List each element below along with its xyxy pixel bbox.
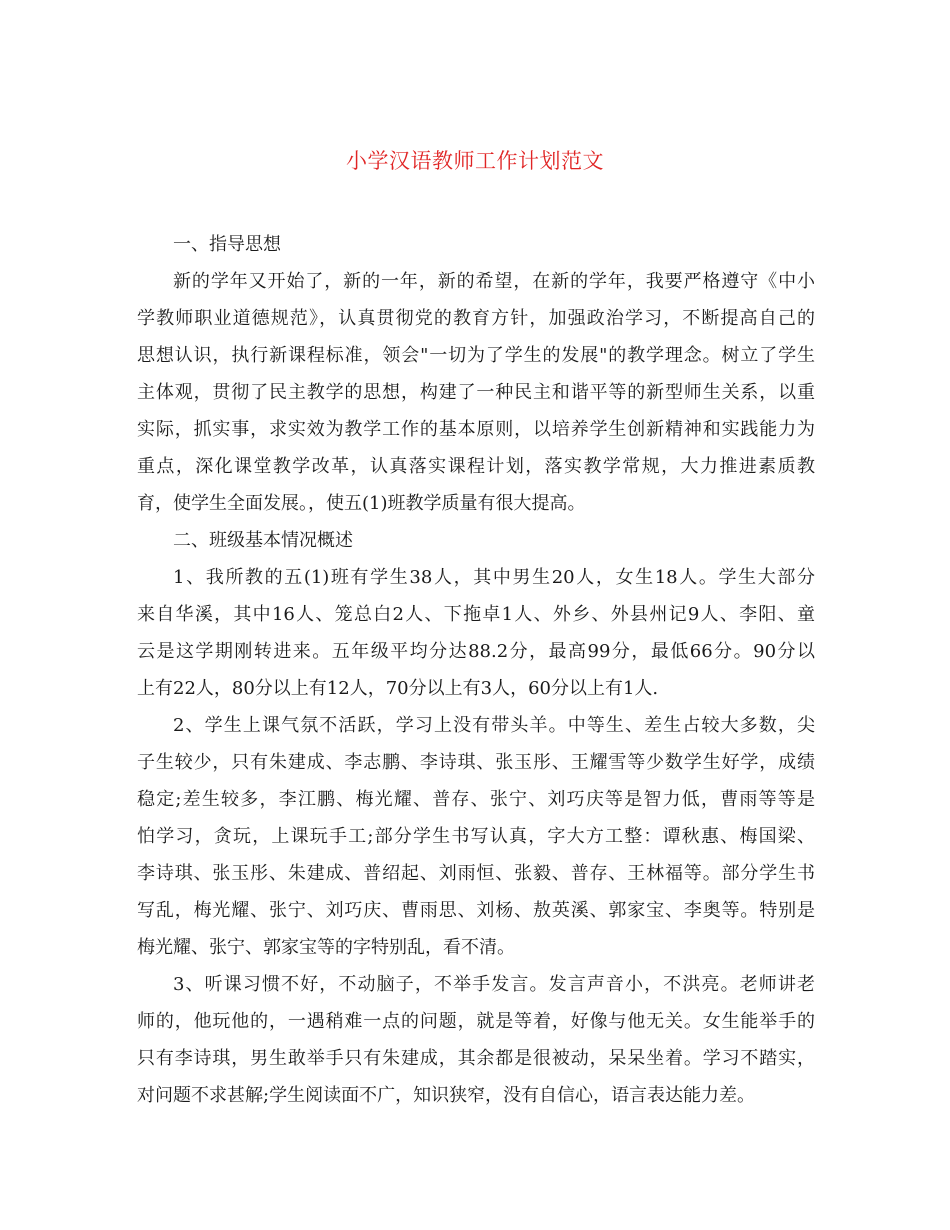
paragraph-line: 3、听课习惯不好，不动脑子，不举手发言。发言声音小，不洪亮。老师讲老	[173, 974, 815, 995]
paragraph-line: 稳定;差生较多，李江鹏、梅光耀、普存、张宁、刘巧庆等是智力低，曹雨等等是	[137, 789, 815, 810]
paragraph-line: 写乱，梅光耀、张宁、刘巧庆、曹雨思、刘杨、敖英溪、郭家宝、李奥等。特别是	[137, 900, 815, 921]
paragraph-line: 学教师职业道德规范》，认真贯彻党的教育方针，加强政治学习，不断提高自己的	[137, 308, 815, 329]
paragraph-line: 云是这学期刚转进来。五年级平均分达88.2分，最高99分，最低66分。90分以	[137, 641, 815, 662]
paragraph-line: 思想认识，执行新课程标准，领会"一切为了学生的发展"的教学理念。树立了学生	[137, 345, 815, 366]
document-body	[137, 226, 815, 1114]
paragraph-line: 梅光耀、张宁、郭家宝等的字特别乱，看不清。	[137, 937, 515, 958]
paragraph-line: 育，使学生全面发展。，使五(1)班教学质量有很大提高。	[137, 493, 586, 514]
paragraph-line: 李诗琪、张玉彤、朱建成、普绍起、刘雨恒、张毅、普存、王林福等。部分学生书	[137, 863, 815, 884]
paragraph-line: 只有李诗琪，男生敢举手只有朱建成，其余都是很被动，呆呆坐着。学习不踏实，	[137, 1048, 815, 1069]
paragraph-line: 对问题不求甚解;学生阅读面不广，知识狭窄，没有自信心，语言表达能力差。	[137, 1085, 756, 1106]
paragraph-line: 实际，抓实事，求实效为教学工作的基本原则，以培养学生创新精神和实践能力为	[137, 419, 815, 440]
section-heading: 二、班级基本情况概述	[173, 530, 353, 551]
paragraph	[137, 966, 815, 1114]
paragraph-line: 怕学习，贪玩，上课玩手工;部分学生书写认真，字大方工整：谭秋惠、梅国梁、	[137, 826, 815, 847]
paragraph-line: 重点，深化课堂教学改革，认真落实课程计划，落实教学常规，大力推进素质教	[137, 456, 815, 477]
paragraph-line: 1、我所教的五(1)班有学生38人，其中男生20人，女生18人。学生大部分	[173, 567, 815, 588]
section-heading: 一、指导思想	[173, 234, 281, 255]
paragraph-line: 子生较少，只有朱建成、李志鹏、李诗琪、张玉彤、王耀雪等少数学生好学，成绩	[137, 752, 815, 773]
document-title: 小学汉语教师工作计划范文	[346, 149, 604, 173]
paragraph-line: 师的，他玩他的，一遇稍难一点的问题，就是等着，好像与他无关。女生能举手的	[137, 1011, 815, 1032]
paragraph-line: 新的学年又开始了，新的一年，新的希望，在新的学年，我要严格遵守《中小	[173, 271, 815, 292]
paragraph	[137, 559, 815, 707]
paragraph	[137, 707, 815, 966]
paragraph-line: 来自华溪，其中16人、笼总白2人、下拖卓1人、外乡、外县州记9人、李阳、童	[137, 604, 815, 625]
paragraph	[137, 263, 815, 522]
paragraph-line: 上有22人，80分以上有12人，70分以上有3人，60分以上有1人.	[137, 678, 659, 699]
paragraph-line: 主体观，贯彻了民主教学的思想，构建了一种民主和谐平等的新型师生关系，以重	[137, 382, 815, 403]
paragraph-line: 2、学生上课气氛不活跃，学习上没有带头羊。中等生、差生占较大多数，尖	[173, 715, 815, 736]
